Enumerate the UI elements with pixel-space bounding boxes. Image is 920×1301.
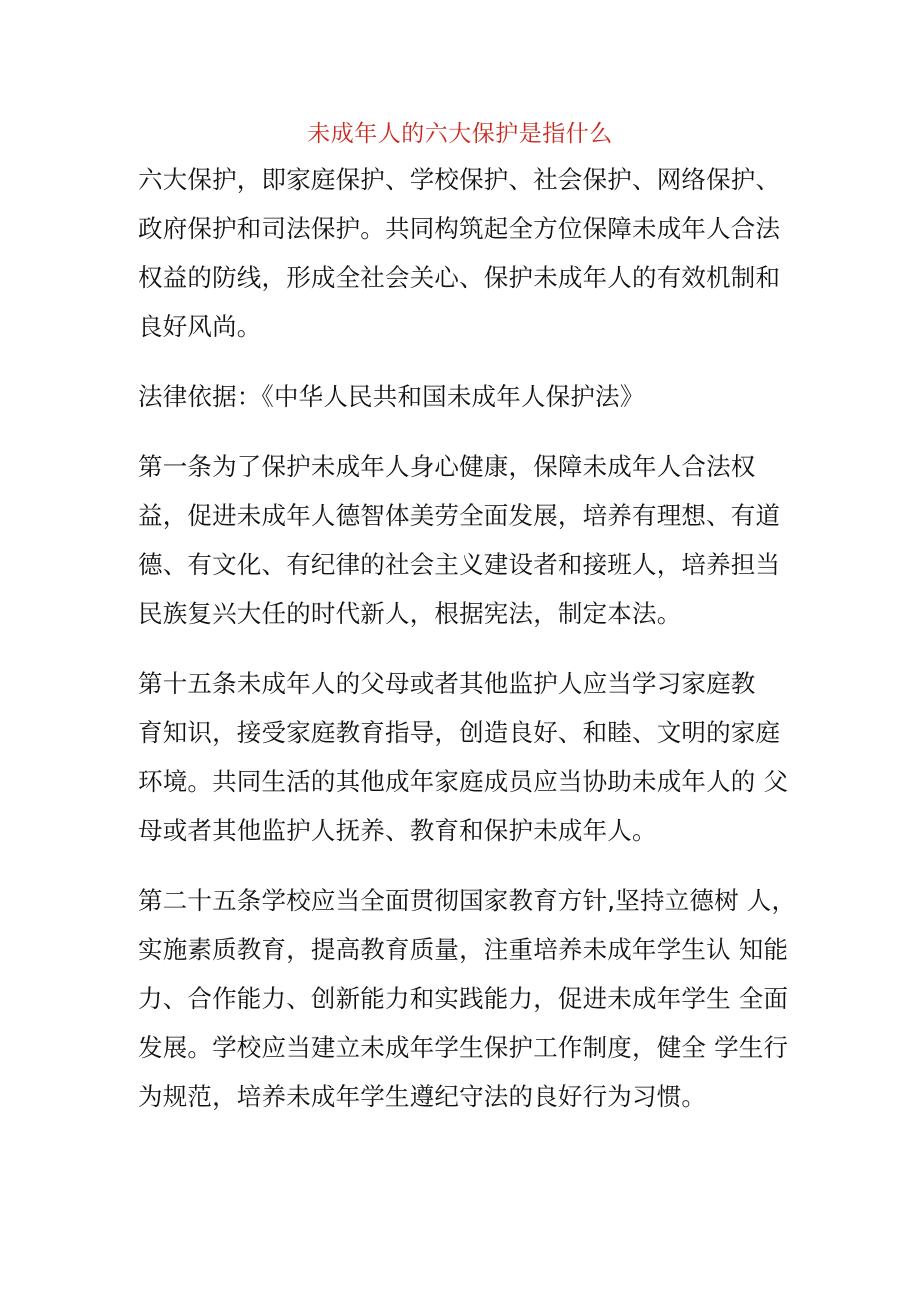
paragraph-line: 发展。学校应当建立未成年学生保护工作制度，健全 学生行 [138,1033,789,1062]
paragraph-line: 良好风尚。 [138,312,262,341]
document-title: 未成年人的六大保护是指什么 [307,121,613,147]
paragraph-line: 第十五条未成年人的父母或者其他监护人应当学习家庭教 [138,669,756,698]
paragraph-line: 第二十五条学校应当全面贯彻国家教育方针,坚持立德树 人， [138,886,797,915]
paragraph-line: 德、有文化、有纪律的社会主义建设者和接班人，培养担当 [138,550,781,579]
paragraph-line: 育知识，接受家庭教育指导，创造良好、和睦、文明的家庭 [138,718,781,747]
paragraph-line: 法律依据：《中华人民共和国未成年人保护法》 [138,382,645,411]
paragraph-line: 民族复兴大任的时代新人，根据宪法，制定本法。 [138,599,682,628]
paragraph-line: 权益的防线，形成全社会关心、保护未成年人的有效机制和 [138,263,781,292]
paragraph-line: 为规范，培养未成年学生遵纪守法的良好行为习惯。 [138,1082,707,1111]
paragraph-line: 母或者其他监护人抚养、教育和保护未成年人。 [138,816,657,845]
paragraph-line: 第一条为了保护未成年人身心健康，保障未成年人合法权 [138,452,756,481]
paragraph-line: 六大保护，即家庭保护、学校保护、社会保护、网络保护、 [138,165,781,194]
paragraph-line: 益，促进未成年人德智体美劳全面发展，培养有理想、有道 [138,501,781,530]
paragraph-line: 实施素质教育，提高教育质量，注重培养未成年学生认 知能 [138,935,789,964]
paragraph-line: 环境。共同生活的其他成年家庭成员应当协助未成年人的 父 [138,767,789,796]
paragraph-line: 政府保护和司法保护。共同构筑起全方位保障未成年人合法 [138,214,781,243]
paragraph-line: 力、合作能力、创新能力和实践能力，促进未成年学生 全面 [138,984,789,1013]
